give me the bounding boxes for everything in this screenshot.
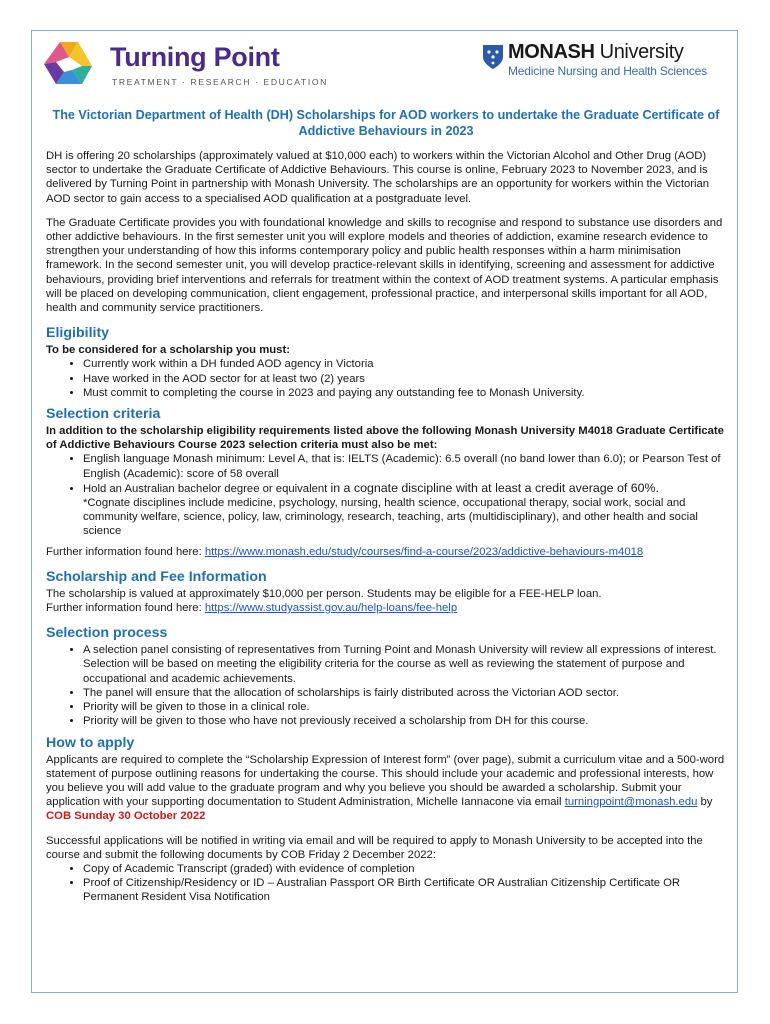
intro-paragraph-2: The Graduate Certificate provides you with foundational knowledge and skills to recognise and respond to substance use disorders and other addictive behaviours. In the first semester unit you will explore models and theories of addiction, examine research evidence to strengthen your understanding of how this informs contemporary policy and public health responses within a harm minimisation framework. In the second semester unit, you will develop practice-relevant skills in identifying, screening and assessment for addictive behaviours, providing brief interventions and referrals for treatment within the context of AOD treatment systems. A particular emphasis will be placed on developing communication, client engagement, professional practice, and interpersonal skills important for all AOD, health and community service practitioners.	[46, 216, 723, 315]
selection-process-list	[46, 643, 726, 728]
list-item: • Copy of Academic Transcript (graded) with evidence of completion	[83, 862, 726, 876]
document-body	[46, 108, 726, 911]
list-item: • Priority will be given to those who have not previously received a scholarship from DH for this course.	[83, 714, 726, 728]
monash-course-link[interactable]: https://www.monash.edu/study/courses/find-a-course/2023/addictive-behaviours-m4018	[204, 545, 644, 558]
documents-list	[46, 862, 726, 905]
list-item: • A selection panel consisting of representatives from Turning Point and Monash University will review all expressions of interest. Selection will be based on meeting the eligibility criteria for the course as well as reviewing the statement of purpose and occupational and academic achievements.	[83, 643, 726, 686]
list-item: • English language Monash minimum: Level A, that is: IELTS (Academic): 6.5 overall (no band lower than 6.0); or Pearson Test of English (Academic): score of 58 overall	[83, 452, 726, 480]
list-item: • Must commit to completing the course in 2023 and paying any outstanding fee to Monash University.	[83, 386, 726, 400]
fee-help-link[interactable]: https://www.studyassist.gov.au/help-loans/fee-help	[204, 602, 458, 615]
successful-applications-paragraph: Successful applications will be notified in writing via email and will be required to apply to Monash University to be accepted into the course and submit the following documents by COB Friday 2 December 2022:	[46, 834, 703, 861]
list-item: • Currently work within a DH funded AOD agency in Victoria	[83, 357, 726, 371]
selection-criteria-list	[46, 452, 726, 538]
selection-process-heading: Selection process	[46, 625, 168, 642]
eligibility-lead: To be considered for a scholarship you must:	[46, 344, 290, 357]
fee-further-info: Further information found here: https://www.studyassist.gov.au/help-loans/fee-help	[46, 602, 458, 615]
list-item: • The panel will ensure that the allocation of scholarships is fairly distributed across the Victorian AOD sector.	[83, 686, 726, 700]
selection-criteria-heading: Selection criteria	[46, 406, 161, 423]
monash-name: MONASH University	[508, 41, 684, 63]
how-to-apply-paragraph: Applicants are required to complete the “Scholarship Expression of Interest form” (over page), submit a curriculum vitae and a 500-word statement of purpose outlining reasons for undertaking the course. This should include your academic and professional interests, how you believe you will add value to the graduate program and why you believe you should be awarded a scholarship. Submit your application with your supporting documentation to Student Administration, Michelle Iannacone via email turningpoint@monash.edu by COB Sunday 30 October 2022	[46, 753, 725, 823]
fee-line: The scholarship is valued at approximately $10,000 per person. Students may be eligible for a FEE-HELP loan.	[46, 587, 602, 600]
eligibility-list	[46, 357, 726, 400]
selection-criteria-further-info: Further information found here: https://www.monash.edu/study/courses/find-a-course/2023/addictive-behaviours-m4018	[46, 545, 644, 558]
list-item: • Have worked in the AOD sector for at least two (2) years	[83, 372, 726, 386]
how-to-apply-heading: How to apply	[46, 734, 135, 751]
list-item: • Hold an Australian bachelor degree or equivalent in a cognate discipline with at least a credit average of 60%. *Cognate disciplines include medicine, psychology, nursing, health science, occupational therapy, social work, social and community welfare, science, policy, law, criminology, research, teaching, arts (multidisciplinary), and other health and social science	[83, 481, 726, 539]
list-item: • Proof of Citizenship/Residency or ID – Australian Passport OR Birth Certificate OR Australian Citizenship Certificate OR Permanent Resident Visa Notification	[83, 876, 726, 904]
fee-heading: Scholarship and Fee Information	[46, 568, 267, 585]
deadline-text: COB Sunday 30 October 2022	[46, 810, 206, 823]
selection-criteria-lead: In addition to the scholarship eligibility requirements listed above the following Monash University M4018 Graduate Certificate of Addictive Behaviours Course 2023 selection criteria must also be met:	[46, 425, 724, 452]
turning-point-tagline: TREATMENT · RESEARCH · EDUCATION	[112, 77, 328, 87]
turning-point-logo-icon	[42, 40, 104, 92]
document-title: The Victorian Department of Health (DH) Scholarships for AOD workers to undertake the Graduate Certificate of Addictive Behaviours in 2023	[52, 108, 720, 138]
monash-faculty: Medicine Nursing and Health Sciences	[508, 64, 707, 78]
eligibility-heading: Eligibility	[46, 325, 110, 342]
intro-paragraph-1: DH is offering 20 scholarships (approximately valued at $10,000 each) to workers within the Victorian Alcohol and Other Drug (AOD) sector to undertake the Graduate Certificate of Addictive Behaviours. This course is online, February 2023 to November 2023, and is delivered by Turning Point in partnership with Monash University. The scholarships are an opportunity for workers within the Victorian AOD sector to gain access to a specialised AOD qualification at a postgraduate level.	[46, 150, 710, 205]
email-link[interactable]: turningpoint@monash.edu	[564, 796, 698, 809]
list-item: • Priority will be given to those in a clinical role.	[83, 700, 726, 714]
monash-crest-icon	[482, 44, 504, 70]
turning-point-name: Turning Point	[110, 42, 280, 72]
header	[42, 38, 722, 100]
